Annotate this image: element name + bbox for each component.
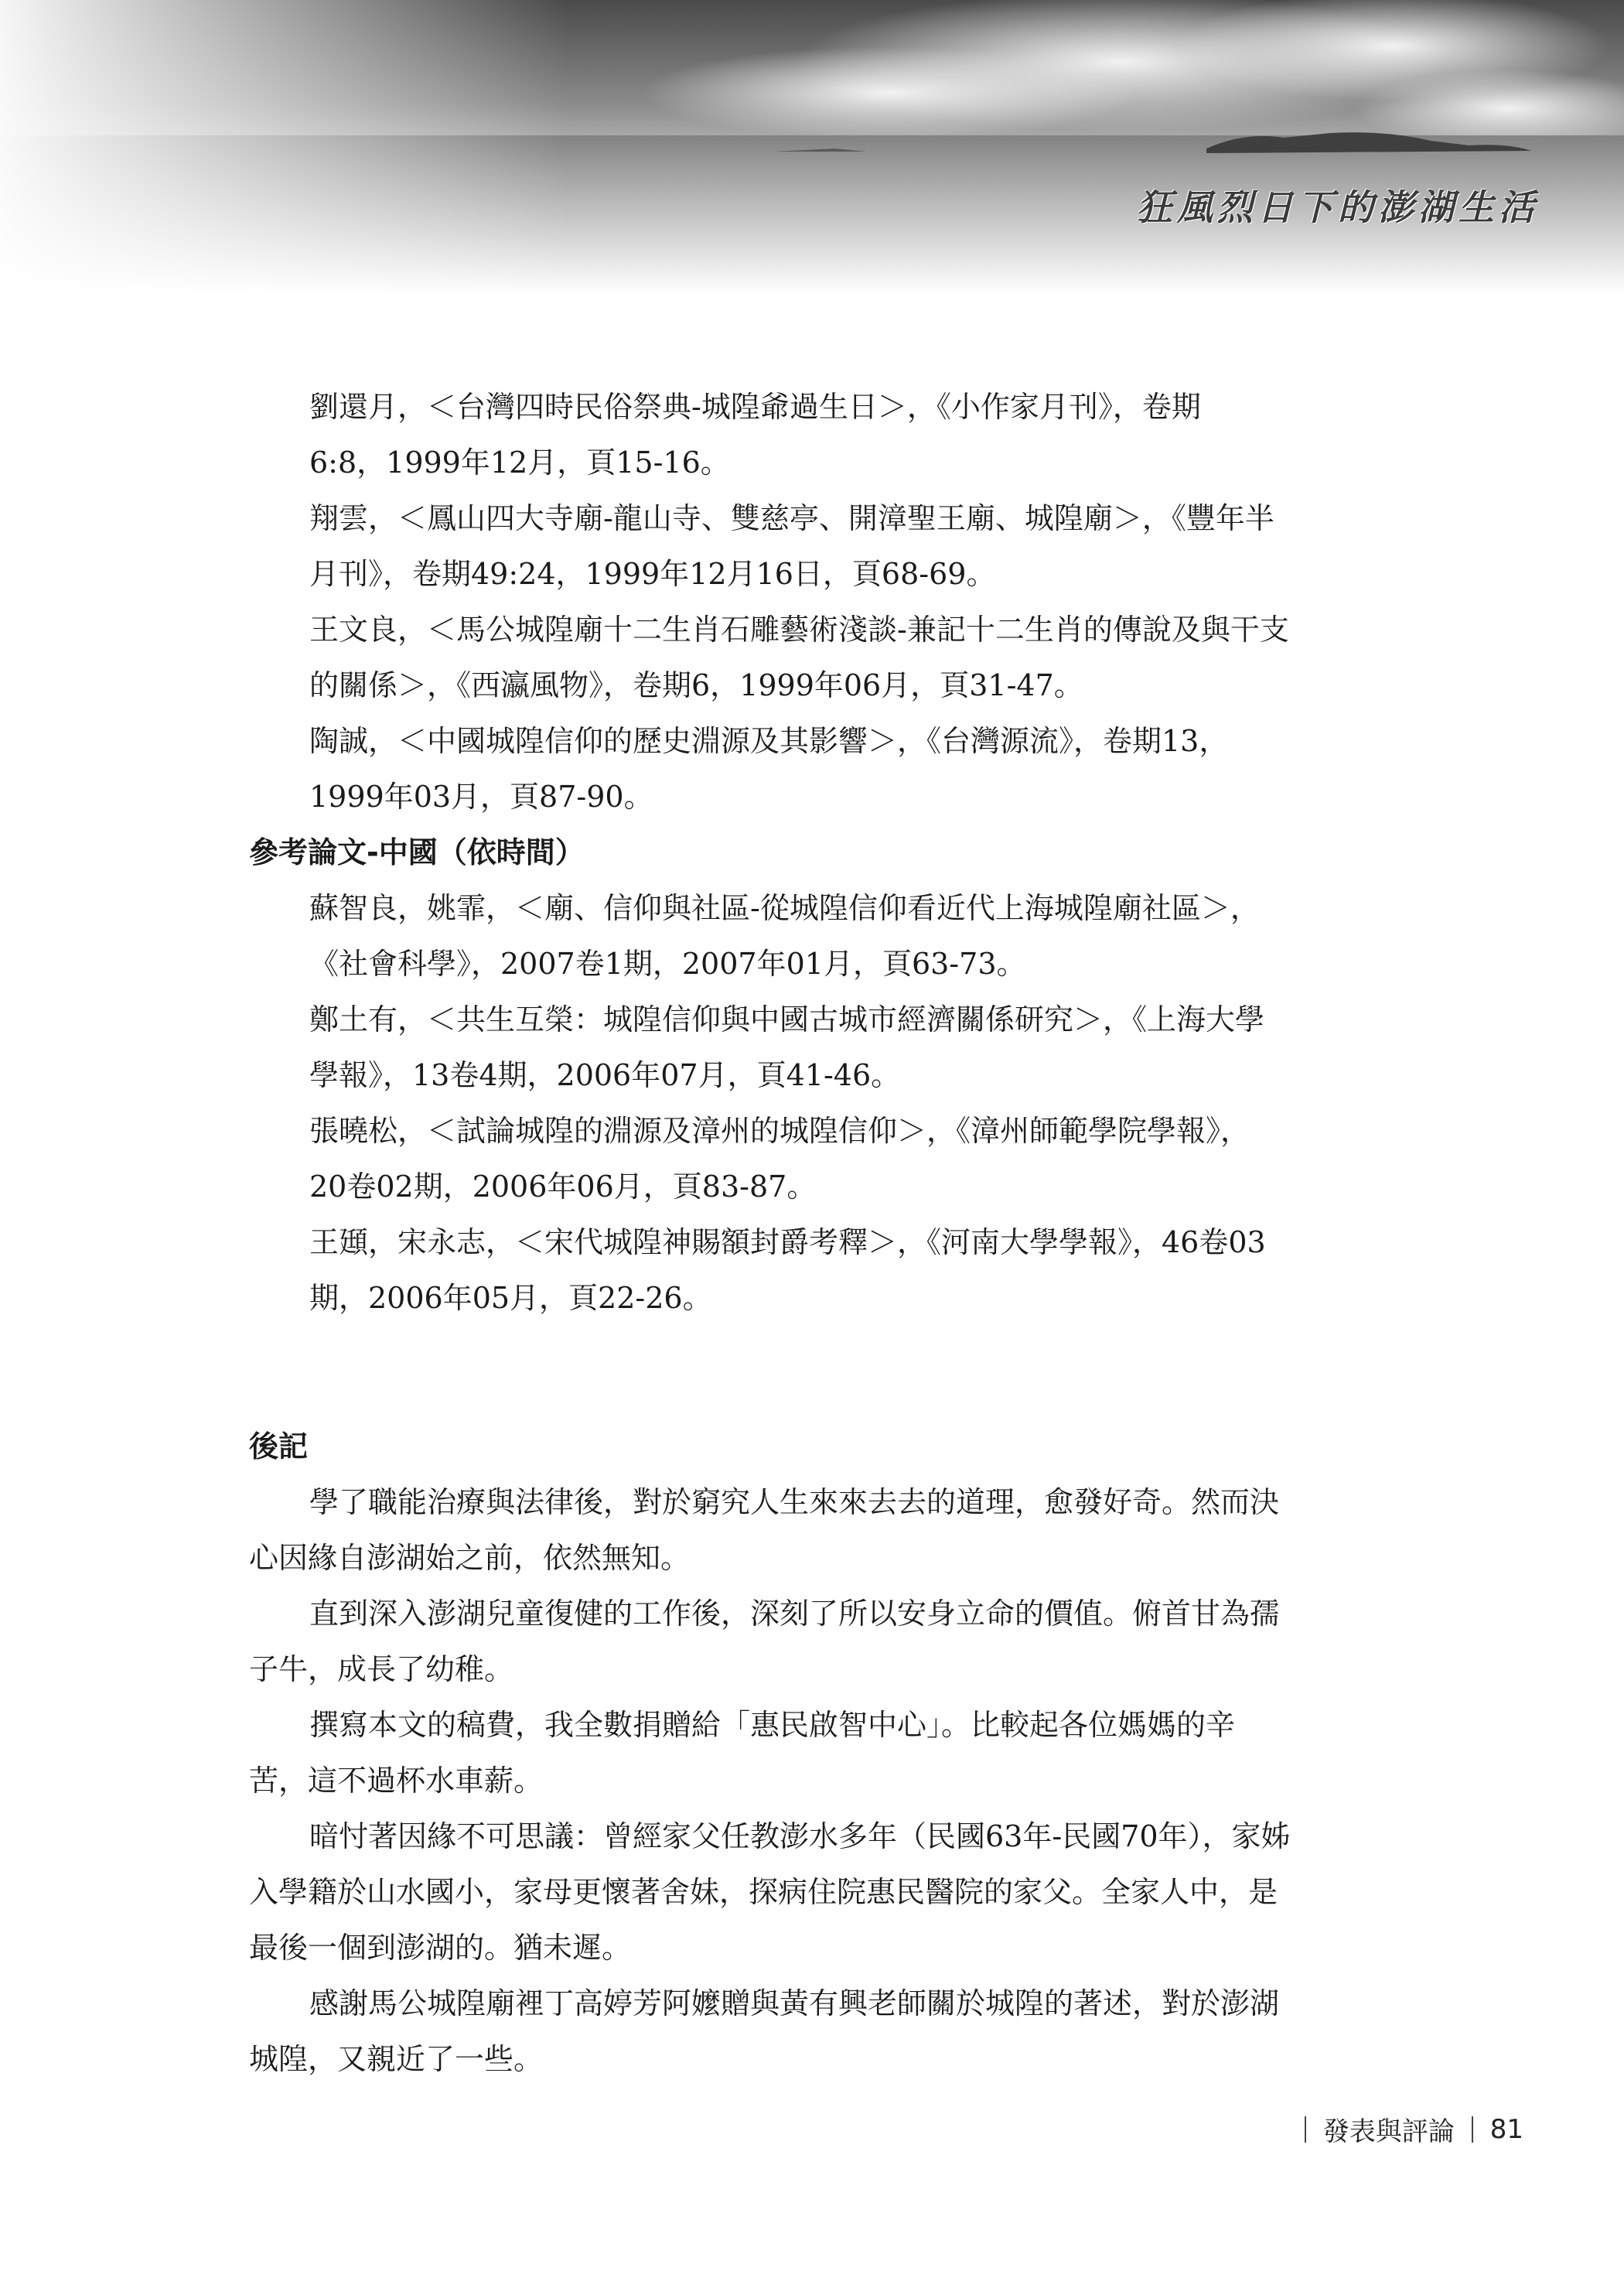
reference-list-china [249, 880, 1378, 1326]
afterword-paragraph [249, 1976, 1378, 2087]
paragraph-line: 心因緣自澎湖始之前，依然無知。 [249, 1541, 691, 1575]
reference-entry [249, 602, 1378, 713]
reference-line: 鄭土有，＜共生互榮：城隍信仰與中國古城市經濟關係研究＞，《上海大學 [309, 1002, 1265, 1037]
afterword-paragraph [249, 1474, 1378, 1586]
reference-line: 蘇智良，姚霏，＜廟、信仰與社區-從城隍信仰看近代上海城隍廟社區＞， [309, 891, 1260, 925]
header-banner-image [0, 0, 1624, 294]
reference-entry [249, 1103, 1378, 1214]
paragraph-line: 暗忖著因緣不可思議：曾經家父任教澎水多年（民國63年-民國70年），家姊 [309, 1819, 1291, 1853]
reference-line: 張曉松，＜試論城隍的淵源及漳州的城隍信仰＞，《漳州師範學院學報》， [309, 1114, 1250, 1148]
reference-entry [249, 992, 1378, 1103]
paragraph-line: 子牛，成長了幼稚。 [249, 1652, 514, 1686]
afterword-paragraph [249, 1586, 1378, 1697]
reference-line: 1999年03月，頁87-90。 [309, 780, 653, 814]
paragraph-line: 撰寫本文的稿費，我全數捐贈給「惠民啟智中心」。比較起各位媽媽的辛 [309, 1708, 1236, 1742]
reference-line: 翔雲，＜鳳山四大寺廟-龍山寺、雙慈亭、開漳聖王廟、城隍廟＞，《豐年半 [309, 501, 1274, 535]
paragraph-line: 學了職能治療與法律後，對於窮究人生來來去去的道理，愈發好奇。然而決 [309, 1485, 1280, 1519]
reference-line: 學報》，13卷4期，2006年07月，頁41-46。 [309, 1058, 901, 1092]
reference-line: 王文良，＜馬公城隍廟十二生肖石雕藝術淺談-兼記十二生肖的傳說及與干支 [309, 613, 1289, 647]
afterword-paragraph [249, 1697, 1378, 1808]
reference-entry [249, 1214, 1378, 1326]
paragraph-line: 苦，這不過杯水車薪。 [249, 1764, 544, 1798]
footer-divider-left [1305, 2116, 1306, 2143]
reference-line: 月刊》，卷期49:24，1999年12月16日，頁68-69。 [309, 557, 996, 591]
afterword-paragraph [249, 1808, 1378, 1976]
section-heading-china: 參考論文-中國（依時間） [249, 835, 585, 869]
footer-section-label: 發表與評論 [1322, 2116, 1455, 2147]
paragraph-line: 感謝馬公城隍廟裡丁高婷芳阿嬤贈與黃有興老師關於城隍的著述，對於澎湖 [309, 1986, 1280, 2020]
reference-entry [249, 379, 1378, 490]
reference-line: 20卷02期，2006年06月，頁83-87。 [309, 1170, 817, 1204]
reference-entry [249, 490, 1378, 602]
reference-line: 期，2006年05月，頁22-26。 [309, 1281, 712, 1315]
reference-line: 的關係＞，《西瀛風物》，卷期6，1999年06月，頁31-47。 [309, 668, 1083, 702]
reference-line: 《社會科學》，2007卷1期，2007年01月，頁63-73。 [309, 947, 1026, 981]
paragraph-line: 最後一個到澎湖的。猶未遲。 [249, 1931, 632, 1965]
afterword-body [249, 1474, 1378, 2087]
running-title: 狂風烈日下的澎湖生活 [1137, 186, 1539, 228]
page-content [249, 379, 1378, 2087]
reference-line: 劉還月，＜台灣四時民俗祭典-城隍爺過生日＞，《小作家月刊》，卷期 [309, 390, 1201, 424]
paragraph-line: 入學籍於山水國小，家母更懷著舍妹，探病住院惠民醫院的家父。全家人中，是 [249, 1875, 1278, 1909]
paragraph-line: 直到深入澎湖兒童復健的工作後，深刻了所以安身立命的價值。俯首甘為孺 [309, 1597, 1280, 1631]
page-footer [1288, 2110, 1523, 2148]
reference-entry [249, 713, 1378, 825]
paragraph-line: 城隍，又親近了一些。 [249, 2042, 544, 2076]
seascape-illustration [0, 0, 1624, 294]
reference-entry [249, 880, 1378, 992]
reference-list-taiwan [249, 379, 1378, 825]
reference-line: 陶誠，＜中國城隍信仰的歷史淵源及其影響＞，《台灣源流》，卷期13， [309, 724, 1229, 758]
reference-line: 6:8，1999年12月，頁15-16。 [309, 446, 730, 480]
reference-line: 王頲，宋永志，＜宋代城隍神賜額封爵考釋＞，《河南大學學報》，46卷03 [309, 1225, 1266, 1259]
page-number: 81 [1489, 2113, 1523, 2145]
section-heading-afterword: 後記 [249, 1429, 309, 1463]
footer-divider-right [1472, 2116, 1473, 2143]
